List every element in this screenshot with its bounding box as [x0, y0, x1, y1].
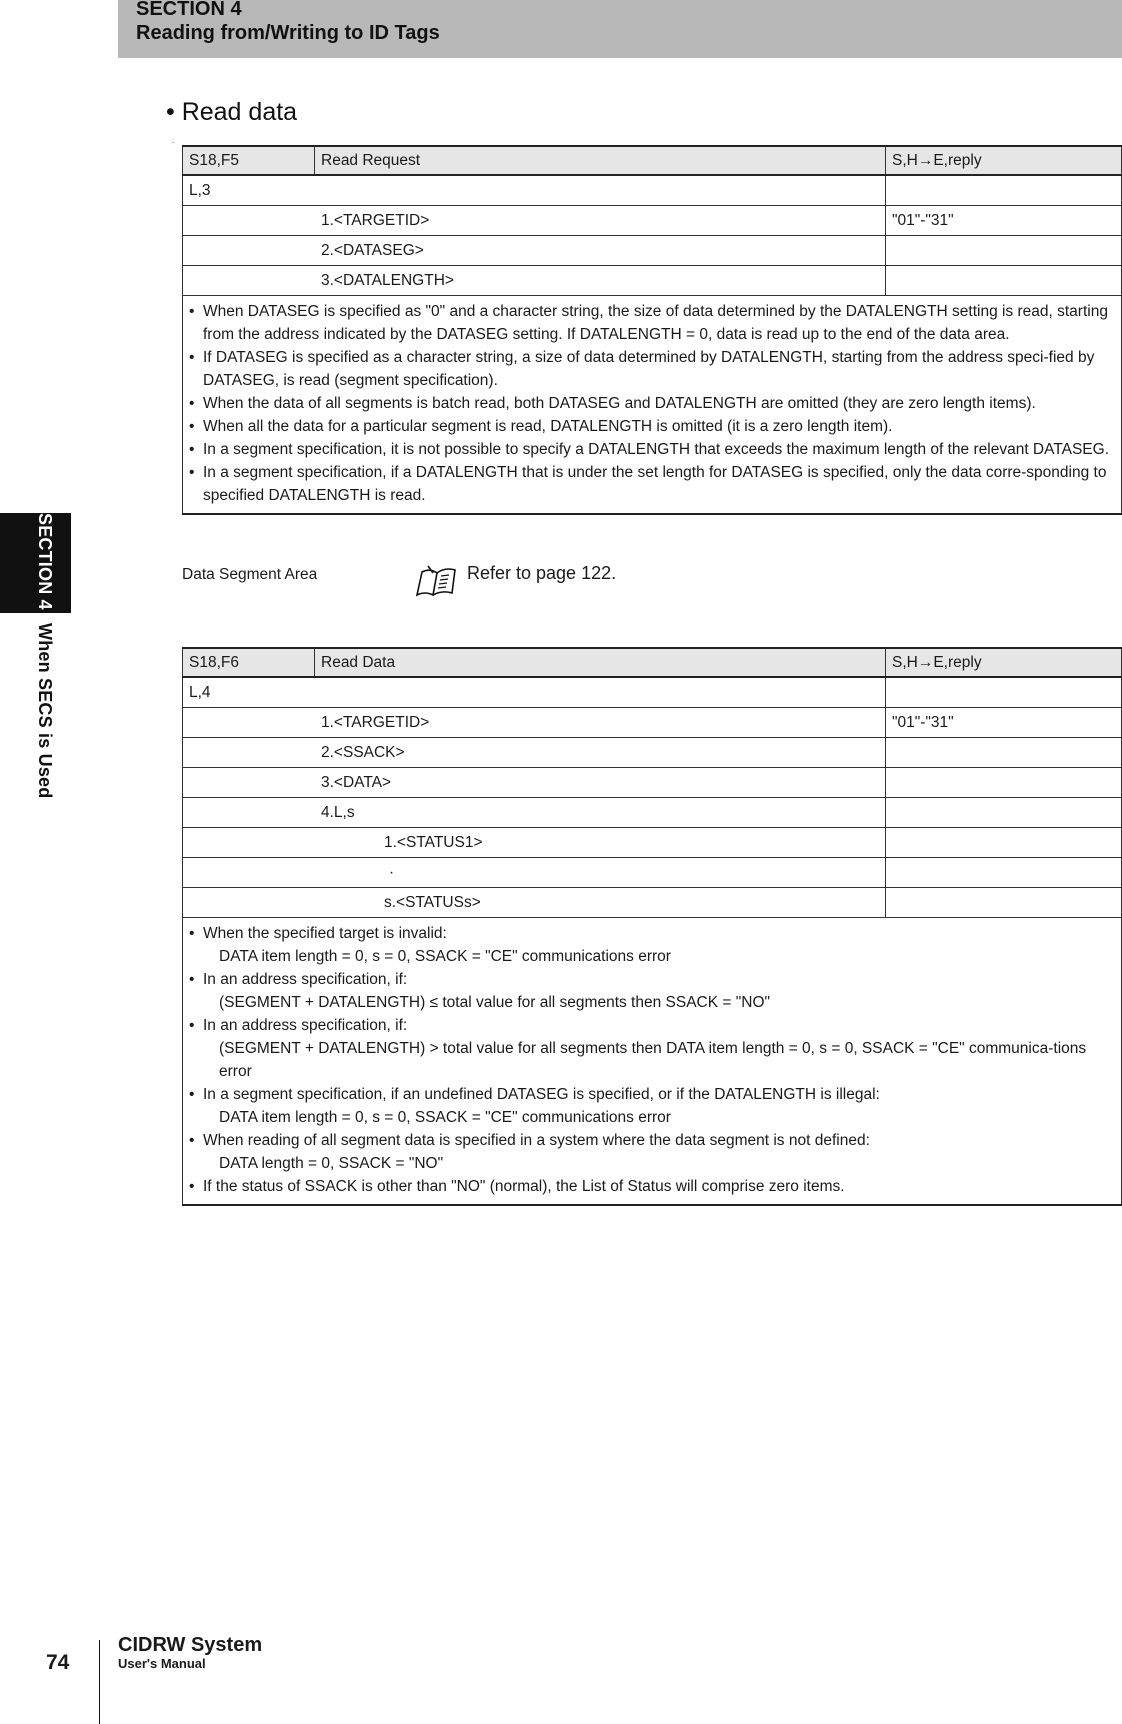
row-item: ·: [183, 858, 886, 888]
message-name: Read Request: [315, 146, 886, 175]
table-row: [183, 738, 1122, 768]
row-value: [886, 236, 1122, 266]
note-item: • When the specified target is invalid: DATA item length = 0, s = 0, SSACK = "CE" communications error: [189, 922, 1113, 968]
table-row: [183, 888, 1122, 918]
dot-mark: .: [172, 136, 175, 145]
row-value: [886, 677, 1122, 708]
note-item: • When DATASEG is specified as "0" and a character string, the size of data determined by the DATALENGTH setting is read, starting from the address indicated by the DATASEG setting. If DATALENGTH = 0, data is read up to the end of the data area.: [189, 300, 1113, 346]
note-item: • In a segment specification, it is not possible to specify a DATALENGTH that exceeds the maximum length of the relevant DATASEG.: [189, 438, 1113, 461]
segment-area-label: Data Segment Area: [182, 566, 318, 583]
note-item: • If DATASEG is specified as a character string, a size of data determined by DATALENGTH, starting from the address speci-fied by DATASEG, is read (segment specification).: [189, 346, 1113, 392]
message-direction: S,H→E,reply: [886, 648, 1122, 677]
row-value: [886, 738, 1122, 768]
table-row: [183, 266, 1122, 296]
row-value: [886, 266, 1122, 296]
table-row: [183, 677, 1122, 708]
notes-cell: [183, 296, 1122, 515]
note-item: • When all the data for a particular segment is read, DATALENGTH is omitted (it is a zero length item).: [189, 415, 1113, 438]
notes-row: [183, 296, 1122, 515]
row-item: 4.L,s: [183, 798, 886, 828]
row-value: [886, 798, 1122, 828]
message-name: Read Data: [315, 648, 886, 677]
footer-subtitle: User's Manual: [118, 1656, 206, 1671]
row-value: [886, 828, 1122, 858]
row-value: "01"-"31": [886, 206, 1122, 236]
row-item: 1.<TARGETID>: [183, 708, 886, 738]
row-item: 1.<TARGETID>: [183, 206, 886, 236]
table-row: [183, 828, 1122, 858]
page-heading: • Read data: [166, 98, 298, 126]
table-row: [183, 708, 1122, 738]
row-item: L,3: [183, 175, 886, 206]
row-item: 2.<SSACK>: [183, 738, 886, 768]
notes-cell: [183, 918, 1122, 1206]
message-code: S18,F6: [183, 648, 315, 677]
table-row: [183, 858, 1122, 888]
row-item: 1.<STATUS1>: [183, 828, 886, 858]
table-row: [183, 175, 1122, 206]
footer-title: CIDRW System: [118, 1634, 263, 1656]
row-value: "01"-"31": [886, 708, 1122, 738]
message-code: S18,F5: [183, 146, 315, 175]
row-item: 3.<DATA>: [183, 768, 886, 798]
table-header-row: [183, 648, 1122, 677]
s18-f5-table: [182, 145, 1122, 515]
row-value: [886, 768, 1122, 798]
row-item: L,4: [183, 677, 886, 708]
table-header-row: [183, 146, 1122, 175]
table-row: [183, 236, 1122, 266]
book-reference-icon: [414, 564, 460, 598]
table-row: [183, 768, 1122, 798]
refer-page-link[interactable]: Refer to page 122.: [467, 563, 617, 583]
note-item: • In an address specification, if: (SEGMENT + DATALENGTH) ≤ total value for all segments then SSACK = "NO": [189, 968, 1113, 1014]
note-item: • When the data of all segments is batch read, both DATASEG and DATALENGTH are omitted (they are zero length items).: [189, 392, 1113, 415]
header-section: SECTION 4: [136, 0, 242, 20]
row-item: s.<STATUSs>: [183, 888, 886, 918]
notes-row: [183, 918, 1122, 1206]
header-title: Reading from/Writing to ID Tags: [136, 22, 440, 44]
page-header: [118, 0, 1122, 58]
row-item: 3.<DATALENGTH>: [183, 266, 886, 296]
side-tab-text: [34, 513, 55, 798]
row-item: 2.<DATASEG>: [183, 236, 886, 266]
side-tab-label: When SECS is Used: [35, 623, 55, 799]
note-item: • In an address specification, if: (SEGMENT + DATALENGTH) > total value for all segments then DATA item length = 0, s = 0, SSACK = "CE" communica-tions error: [189, 1014, 1113, 1083]
page-number: 74: [46, 1651, 70, 1674]
footer-divider: [99, 1640, 100, 1724]
row-value: [886, 888, 1122, 918]
note-item: • If the status of SSACK is other than "NO" (normal), the List of Status will comprise zero items.: [189, 1175, 1113, 1198]
message-direction: S,H→E,reply: [886, 146, 1122, 175]
s18-f6-table: [182, 647, 1122, 1206]
table-row: [183, 206, 1122, 236]
note-item: • When reading of all segment data is specified in a system where the data segment is not defined: DATA length = 0, SSACK = "NO": [189, 1129, 1113, 1175]
row-value: [886, 858, 1122, 888]
row-value: [886, 175, 1122, 206]
note-item: • In a segment specification, if an undefined DATASEG is specified, or if the DATALENGTH is illegal: DATA item length = 0, s = 0, SSACK = "CE" communications error: [189, 1083, 1113, 1129]
side-tab-section: SECTION 4: [35, 513, 55, 610]
table-row: [183, 798, 1122, 828]
note-item: • In a segment specification, if a DATALENGTH that is under the set length for DATASEG is specified, only the data corre-sponding to specified DATALENGTH is read.: [189, 461, 1113, 507]
